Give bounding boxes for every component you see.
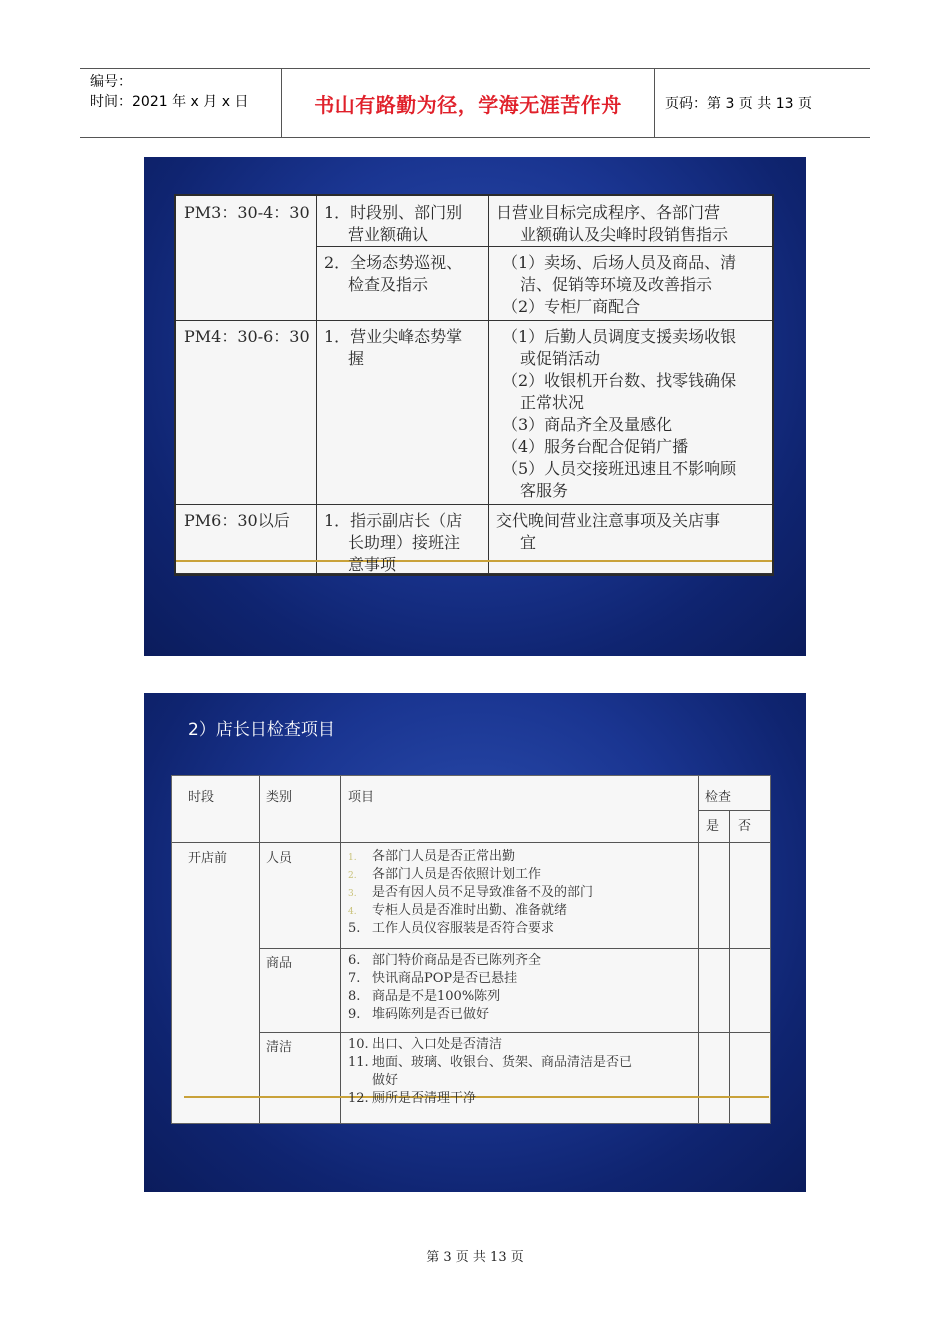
table-divider: [259, 1032, 770, 1033]
item-text: 是否有因人员不足导致准备不及的部门: [372, 885, 594, 900]
list-item: [348, 1090, 632, 1108]
row-time: PM3：30-4：30: [184, 203, 310, 222]
table-divider: [316, 246, 772, 247]
step-text: 握: [348, 349, 365, 368]
slide-daily-check: [144, 693, 806, 1192]
table-divider: [698, 776, 699, 1123]
item-text: 做好: [372, 1073, 399, 1088]
header-page-cell: [655, 69, 870, 137]
header-meta: [80, 69, 282, 137]
step-text: 1．营业尖峰态势掌: [324, 327, 463, 346]
list-item: [348, 920, 593, 938]
desc-text: 客服务: [520, 481, 569, 500]
header-period: 时段: [188, 790, 215, 805]
list-item: [348, 952, 541, 970]
item-text: 各部门人员是否依照计划工作: [372, 867, 542, 882]
period-cell: 开店前: [188, 851, 228, 866]
item-number: 11.: [348, 1055, 369, 1070]
step-text: 意事项: [348, 555, 397, 574]
header-motto-cell: [282, 69, 655, 137]
item-text: 厕所是否清理干净: [372, 1091, 477, 1106]
category-cell: 清洁: [266, 1040, 293, 1055]
step-text: 1．时段别、部门别: [324, 203, 463, 222]
table-divider: [176, 504, 772, 505]
list-item: [348, 902, 593, 920]
list-item: [348, 1036, 632, 1054]
item-text: 部门特价商品是否已陈列齐全: [372, 953, 542, 968]
category-cell: 人员: [266, 851, 293, 866]
item-text: 商品是不是100%陈列: [372, 989, 501, 1004]
list-item: [348, 866, 593, 884]
table-highlight-line: [176, 560, 772, 562]
row-time: PM6：30以后: [184, 511, 290, 530]
table-divider: [488, 196, 489, 574]
item-number: 12.: [348, 1091, 369, 1106]
item-text: 堆码陈列是否已做好: [372, 1007, 490, 1022]
item-number: 8.: [348, 989, 361, 1004]
desc-text: 宜: [520, 533, 537, 552]
item-text: 地面、玻璃、收银台、货架、商品清洁是否已: [372, 1055, 633, 1070]
daily-check-table: [171, 775, 771, 1124]
item-number: 2.: [348, 871, 357, 881]
item-text: 专柜人员是否准时出勤、准备就绪: [372, 903, 568, 918]
desc-text: 或促销活动: [520, 349, 601, 368]
list-item: [348, 848, 593, 866]
list-item: [348, 884, 593, 902]
header-yes: 是: [706, 819, 720, 834]
header-motto: 书山有路勤为径，学海无涯苦作舟: [314, 92, 622, 117]
item-list: [348, 1036, 632, 1108]
desc-text: （5）人员交接班迅速且不影响顾: [502, 459, 737, 478]
slide-schedule: [144, 157, 806, 656]
page-footer: 第 3 页 共 13 页: [426, 1250, 524, 1265]
list-item: [348, 1072, 632, 1090]
slide-title: 2）店长日检查项目: [188, 720, 335, 740]
desc-text: 正常状况: [520, 393, 585, 412]
item-number: 3.: [348, 889, 357, 899]
table-divider: [259, 776, 260, 1123]
table-divider: [259, 948, 770, 949]
table-divider: [176, 320, 772, 321]
item-text: 出口、入口处是否清洁: [372, 1037, 503, 1052]
table-divider: [176, 573, 772, 574]
desc-text: 交代晚间营业注意事项及关店事: [496, 511, 721, 530]
document-number-label: 编号：: [90, 74, 132, 90]
list-item: [348, 1054, 632, 1072]
item-number: 6.: [348, 953, 361, 968]
step-text: 营业额确认: [348, 225, 429, 244]
table-divider: [340, 776, 341, 1123]
list-item: [348, 970, 541, 988]
desc-text: 业额确认及尖峰时段销售指示: [520, 225, 729, 244]
list-item: [348, 988, 541, 1006]
table-divider: [316, 196, 317, 574]
category-cell: 商品: [266, 956, 293, 971]
step-text: 检查及指示: [348, 275, 429, 294]
desc-text: （2）收银机开台数、找零钱确保: [502, 371, 737, 390]
step-text: 长助理）接班注: [348, 533, 461, 552]
desc-text: （4）服务台配合促销广播: [502, 437, 689, 456]
desc-text: 洁、促销等环境及改善指示: [520, 275, 713, 294]
schedule-table: [174, 194, 774, 576]
item-number: 5.: [348, 921, 361, 936]
desc-text: （1）卖场、后场人员及商品、清: [502, 253, 737, 272]
row-time: PM4：30-6：30: [184, 327, 310, 346]
table-divider: [172, 842, 770, 843]
header-no: 否: [738, 819, 752, 834]
header-category: 类别: [266, 790, 293, 805]
step-text: 1．指示副店长（店: [324, 511, 463, 530]
step-text: 2．全场态势巡视、: [324, 253, 463, 272]
desc-text: （2）专柜厂商配合: [502, 297, 641, 316]
item-list: [348, 848, 593, 938]
document-date-label: 时间：2021 年 x 月 x 日: [90, 94, 249, 110]
table-divider: [698, 810, 770, 811]
header-check: 检查: [705, 790, 732, 805]
table-divider: [729, 810, 730, 1123]
item-number: 4.: [348, 907, 357, 917]
desc-text: 日营业目标完成程序、各部门营: [496, 203, 721, 222]
header-item: 项目: [348, 790, 375, 805]
item-list: [348, 952, 541, 1024]
item-text: 快讯商品POP是否已悬挂: [372, 971, 518, 986]
item-text: 工作人员仪容服装是否符合要求: [372, 921, 555, 936]
list-item: [348, 1006, 541, 1024]
desc-text: （1）后勤人员调度支援卖场收银: [502, 327, 737, 346]
item-number: 9.: [348, 1007, 361, 1022]
page-header: [80, 68, 870, 138]
item-text: 各部门人员是否正常出勤: [372, 849, 516, 864]
item-number: 1.: [348, 853, 357, 863]
desc-text: （3）商品齐全及量感化: [502, 415, 673, 434]
item-number: 10.: [348, 1037, 369, 1052]
item-number: 7.: [348, 971, 361, 986]
header-page-label: 页码：第 3 页 共 13 页: [665, 96, 812, 112]
